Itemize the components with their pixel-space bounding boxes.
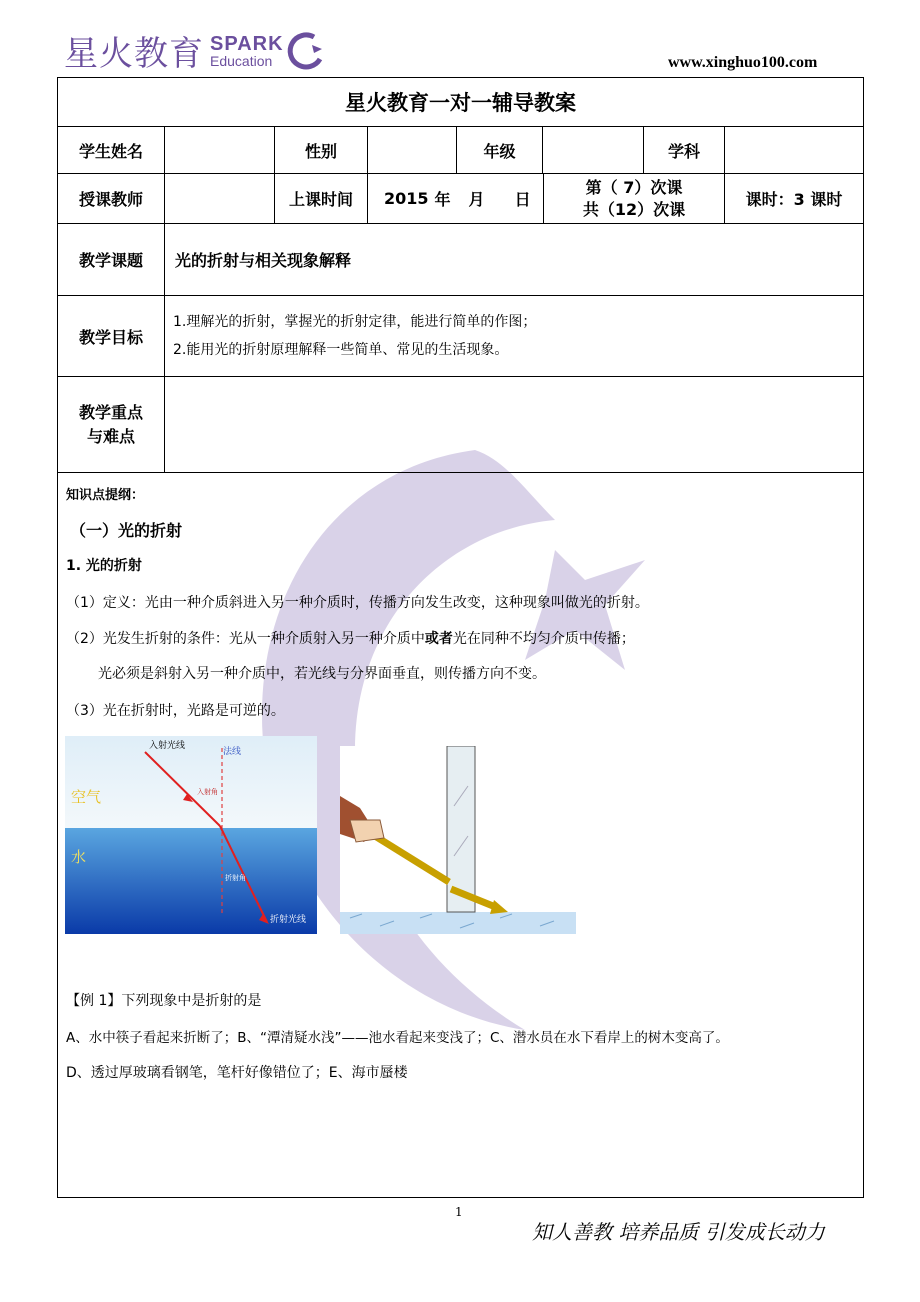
student-info-row [58, 127, 863, 174]
date-month: 月 [468, 190, 485, 209]
spark-logo-icon [284, 29, 328, 73]
logo-education: Education [210, 52, 273, 69]
footer-slogan: 知人善教 培养品质 引发成长动力 [532, 1220, 825, 1244]
key-points-label-2: 与难点 [86, 426, 135, 446]
normal-label: 法线 [223, 747, 242, 757]
logo-chinese: 星火教育 [64, 34, 204, 74]
grade-label: 年级 [456, 127, 542, 173]
date-year-unit: 年 [434, 190, 451, 209]
title-row [58, 78, 863, 127]
condition-text-c: 光在同种不均匀介质中传播； [452, 631, 635, 647]
lesson-total: 共（12）次课 [582, 199, 686, 219]
teacher-label: 授课教师 [78, 190, 143, 209]
topic-value: 光的折射与相关现象解释 [164, 224, 863, 295]
condition-text-a: （2）光发生折射的条件：光从一种介质射入另一种介质中 [66, 631, 425, 647]
key-points-row [58, 377, 863, 473]
logo-english [210, 34, 284, 68]
section-heading: （一）光的折射 [70, 521, 183, 540]
logo-spark: SPARK [210, 32, 284, 55]
outline-heading: 知识点提纲： [66, 488, 145, 503]
definition-text: （1）定义：光由一种介质斜进入另一种介质时，传播方向发生改变，这种现象叫做光的折射。 [66, 595, 649, 611]
glass-pen-illustration [340, 746, 576, 934]
goal-item-1: 1.理解光的折射，掌握光的折射定律，能进行简单的作图； [173, 314, 537, 330]
key-points-label-1: 教学重点 [78, 402, 143, 422]
example-title: 【例 1】下列现象中是折射的是 [66, 993, 262, 1009]
gender-value[interactable] [367, 127, 456, 173]
student-name-label: 学生姓名 [78, 141, 143, 161]
topic-row [58, 224, 863, 296]
lesson-count [543, 174, 724, 223]
condition-note: 光必须是斜射入另一种介质中，若光线与分界面垂直，则传播方向不变。 [98, 666, 546, 682]
key-points-label [58, 377, 164, 472]
incident-ray-label: 入射光线 [149, 741, 186, 751]
topic-label: 教学课题 [78, 251, 143, 270]
date-day: 日 [514, 190, 531, 209]
goal-value [164, 296, 863, 376]
lesson-number: 第（ 7）次课 [585, 177, 683, 197]
goal-label: 教学目标 [78, 327, 143, 347]
key-points-value[interactable] [164, 377, 863, 472]
page-number: 1 [455, 1205, 463, 1219]
air-label: 空气 [71, 788, 102, 806]
example-options-2: D、透过厚玻璃看钢笔，笔杆好像错位了；E、海市蜃楼 [66, 1065, 408, 1081]
grade-value[interactable] [542, 127, 643, 173]
example-options-1: A、水中筷子看起来折断了；B、“潭清疑水浅”——池水看起来变浅了；C、潜水员在水下看岸上的树木变高了。 [66, 1030, 729, 1046]
class-date[interactable] [367, 174, 543, 223]
student-name-value[interactable] [164, 127, 274, 173]
incident-angle-label: 入射角 [197, 788, 218, 796]
refraction-diagram [65, 736, 317, 934]
teacher-info-row [58, 174, 863, 224]
refracted-ray-label: 折射光线 [270, 915, 307, 925]
website-url[interactable]: www.xinghuo100.com [668, 54, 818, 71]
class-time-label: 上课时间 [274, 174, 367, 223]
date-year: 2015 [384, 189, 429, 208]
subject-label: 学科 [643, 127, 724, 173]
gender-label: 性别 [274, 127, 367, 173]
subject-value[interactable] [724, 127, 863, 173]
class-hours: 课时：3 课时 [724, 174, 863, 223]
reversible-text: （3）光在折射时，光路是可逆的。 [66, 703, 285, 719]
page-title: 星火教育一对一辅导教案 [345, 91, 576, 115]
goal-item-2: 2.能用光的折射原理解释一些简单、常见的生活现象。 [173, 342, 509, 358]
subsection-heading: 1. 光的折射 [66, 558, 142, 574]
teacher-value[interactable] [164, 174, 274, 223]
refraction-angle-label: 折射角 [225, 874, 246, 882]
condition-text [66, 628, 635, 648]
water-label: 水 [71, 848, 87, 866]
condition-text-or: 或者 [424, 631, 453, 647]
logo [64, 26, 328, 75]
goal-row [58, 296, 863, 377]
